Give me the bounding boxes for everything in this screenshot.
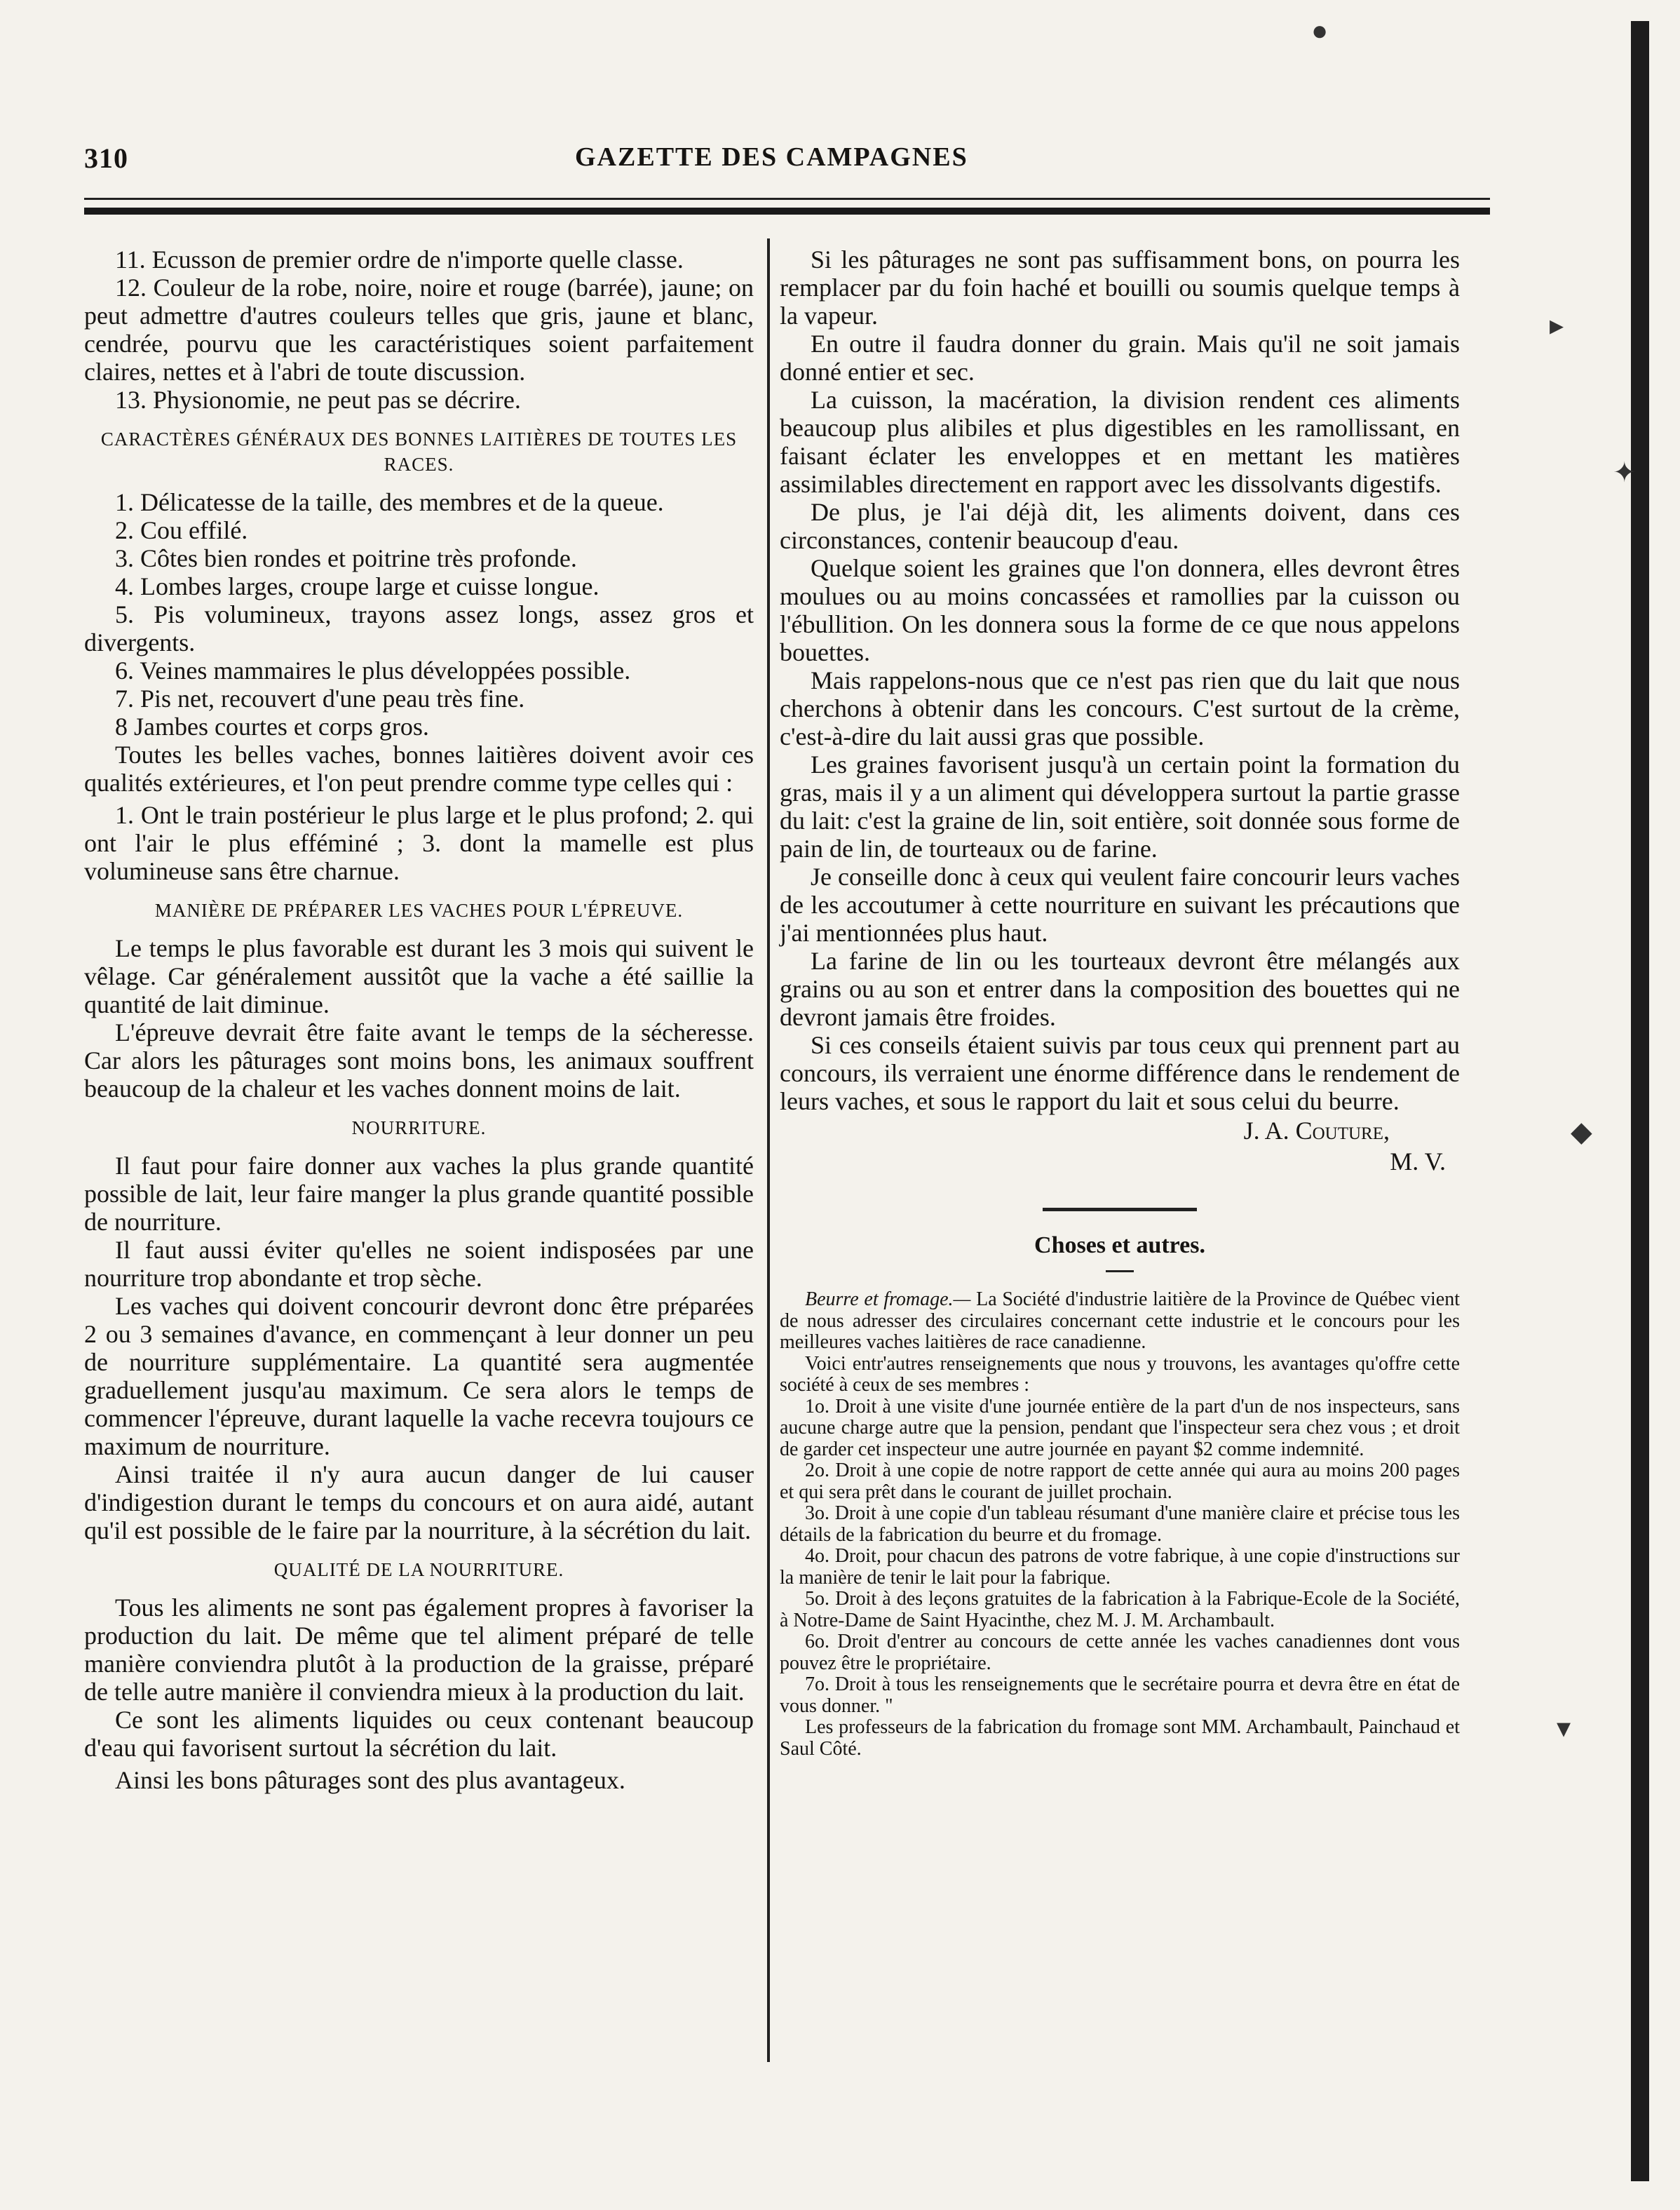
item-12: 12. Couleur de la robe, noire, noire et rouge (barrée), jaune; on peut admettre d'autres couleurs telles que gris, jaune et blanc, cendrée, pourvu que les caractéristiques soient parfaitement claires, nettes et à l'abri de toute discussion. [84, 274, 754, 386]
trait-item-7: 7. Pis net, recouvert d'une peau très fine. [115, 685, 525, 713]
paragraph-farine: La farine de lin ou les tourteaux devront être mélangés aux grains ou au son et entrer dans la composition des bouettes qui ne devront jamais être froides. [780, 947, 1460, 1031]
section-title-underline [1106, 1270, 1134, 1272]
news-beurre-fromage [780, 1289, 1460, 1354]
advantage-4: 4o. Droit, pour chacun des patrons de votre fabrique, à une copie d'instructions sur la manière de tenir le lait pour la fabrique. [780, 1545, 1460, 1589]
trait-item-1: 1. Délicatesse de la taille, des membres et de la queue. [115, 488, 664, 516]
paragraph-graines: Les graines favorisent jusqu'à un certain point la formation du gras, mais il y a un aliment qui développera surtout la partie grasse du lait: c'est la graine de lin, soit entière, soit donnée sous forme de pain de lin, de tourteaux ou de farine. [780, 750, 1460, 863]
paragraph-tous: Tous les aliments ne sont pas également propres à favoriser la production du lait. De même que tel aliment préparé de telle manière conviendra plutôt à la production de la graisse, préparé de telle autre manière il conviendra mieux à la production du lait. [84, 1594, 754, 1706]
paragraph-en-outre: En outre il faudra donner du grain. Mais qu'il ne soit jamais donné entier et sec. [780, 330, 1460, 386]
paragraph-faut-1: Il faut pour faire donner aux vaches la plus grande quantité possible de lait, leur faire manger la plus grande quantité possible de nourriture. [84, 1152, 754, 1236]
column-divider [767, 238, 770, 2062]
paragraph-belles-vaches: Toutes les belles vaches, bonnes laitières doivent avoir ces qualités extérieures, et l'on peut prendre comme type celles qui : [84, 741, 754, 797]
right-column [780, 245, 1460, 1760]
news-beurre-text: La Société d'industrie laitière de la Province de Québec vient de nous adresser des circulaires concernant cette industrie et le concours pour les meilleures vaches laitières de race canadienne. [780, 1288, 1460, 1353]
section-title-choses: Choses et autres. [1034, 1232, 1205, 1258]
trait-item-6: 6. Veines mammaires le plus développées possible. [115, 656, 631, 685]
paragraph-temps: Le temps le plus favorable est durant les 3 mois qui suivent le vêlage. Car généralement aussitôt que la vache a été saillie la quantité de lait diminue. [84, 934, 754, 1018]
trait-item-2: 2. Cou effilé. [115, 516, 248, 544]
paragraph-epreuve: L'épreuve devrait être faite avant le temps de la sécheresse. Car alors les pâturages sont moins bons, les animaux souffrent beaucoup de la chaleur et les vaches donnent moins de lait. [84, 1018, 754, 1103]
advantage-1: 1o. Droit à une visite d'une journée entière de la part d'un de nos inspecteurs, sans aucune charge autre que la pension, pendant que l'inspecteur sera chez vous ; et droit de garder cet inspecteur une autre journée en payant $2 comme indemnité. [780, 1395, 1460, 1460]
paragraph-cuisson: La cuisson, la macération, la division rendent ces aliments beaucoup plus alibiles et plus digestibles en les ramollissant, en faisant éclater les enveloppes et en mettant les matières assimilables directement en rapport avec les dissolvants digestifs. [780, 386, 1460, 498]
heading-general-traits: CARACTÈRES GÉNÉRAUX DES BONNES LAITIÈRES DE TOUTES LES RACES. [100, 429, 738, 475]
paragraph-quelque: Quelque soient les graines que l'on donnera, elles devront êtres moulues ou au moins concassées et ramollies par la cuisson ou l'ébullition. On les donnera sous la forme de ce que nous appelons bouettes. [780, 554, 1460, 666]
item-11: 11. Ecusson de premier ordre de n'importe quelle classe. [115, 245, 684, 274]
scan-speck: ◆ [1571, 1116, 1592, 1147]
scan-speck: ● [1311, 15, 1329, 46]
page-number: 310 [84, 142, 128, 174]
trait-item-8: 8 Jambes courtes et corps gros. [115, 713, 429, 741]
advantage-6: 6o. Droit d'entrer au concours de cette année les vaches canadiennes dont vous pouvez être le propriétaire. [780, 1631, 1460, 1674]
trait-item-4: 4. Lombes larges, croupe large et cuisse longue. [115, 572, 599, 600]
header-rule-thin [84, 198, 1490, 200]
advantage-5: 5o. Droit à des leçons gratuites de la fabrication à la Fabrique-Ecole de la Société, à Notre-Dame de Saint Hyacinthe, chez M. J. M. Archambault. [780, 1588, 1460, 1631]
news-professeurs: Les professeurs de la fabrication du fromage sont MM. Archambault, Painchaud et Saul Côté. [780, 1716, 1460, 1760]
paragraph-mais: Mais rappelons-nous que ce n'est pas rien que du lait que nous cherchons à obtenir dans les concours. C'est surtout de la crème, c'est-à-dire du lait aussi gras que possible. [780, 666, 1460, 750]
paragraph-faut-2: Il faut aussi éviter qu'elles ne soient indisposées par une nourriture trop abondante et trop sèche. [84, 1236, 754, 1292]
section-separator-rule [1043, 1208, 1197, 1211]
trait-item-3: 3. Côtes bien rondes et poitrine très profonde. [115, 544, 577, 572]
paragraph-bons-paturages: Ainsi les bons pâturages sont des plus avantageux. [115, 1766, 625, 1794]
scan-speck: ▸ [1550, 309, 1564, 341]
advantage-7: 7o. Droit à tous les renseignements que le secrétaire pourra et devra être en état de vous donner. " [780, 1673, 1460, 1717]
heading-nourriture: NOURRITURE. [351, 1117, 487, 1138]
trait-item-5: 5. Pis volumineux, trayons assez longs, assez gros et divergents. [84, 600, 754, 656]
left-column [84, 245, 754, 1794]
header-rule-thick [84, 208, 1490, 215]
paragraph-ainsi: Ainsi traitée il n'y aura aucun danger de lui causer d'indigestion durant le temps du concours et on aura aidé, autant qu'il est possible de le faire par la nourriture, à la sécrétion du lait. [84, 1460, 754, 1544]
author-title: M. V. [1390, 1147, 1446, 1175]
advantage-2: 2o. Droit à une copie de notre rapport de cette année qui aura au moins 200 pages et qui sera prêt dans le courant de juillet prochain. [780, 1460, 1460, 1503]
scan-speck: ✦ [1613, 457, 1637, 488]
item-13: 13. Physionomie, ne peut pas se décrire. [115, 386, 521, 414]
paragraph-conseils: Si ces conseils étaient suivis par tous ceux qui prennent part au concours, ils verraient une énorme différence dans le rendement de leurs vaches, et sous le rapport du lait et sous celui du beurre. [780, 1031, 1460, 1115]
heading-qualite: QUALITÉ DE LA NOURRITURE. [273, 1559, 564, 1580]
paragraph-train: 1. Ont le train postérieur le plus large et le plus profond; 2. qui ont l'air le plus efféminé ; 3. dont la mamelle est plus volumineuse sans être charnue. [84, 801, 754, 885]
scan-speck: ▾ [1557, 1712, 1571, 1744]
running-title: GAZETTE DES CAMPAGNES [575, 142, 968, 172]
paragraph-de-plus: De plus, je l'ai déjà dit, les aliments doivent, dans ces circonstances, contenir beaucoup d'eau. [780, 498, 1460, 554]
choses-et-autres-section [780, 1289, 1460, 1760]
author-signature: J. A. Couture, [1243, 1117, 1390, 1145]
heading-preparation: MANIÈRE DE PRÉPARER LES VACHES POUR L'ÉPREUVE. [154, 900, 684, 921]
news-voici: Voici entr'autres renseignements que nous y trouvons, les avantages qu'offre cette société à ceux de ses membres : [780, 1352, 1460, 1396]
paragraph-conseille: Je conseille donc à ceux qui veulent faire concourir leurs vaches de les accoutumer à cette nourriture en suivant les précautions que j'ai mentionnées plus haut. [780, 863, 1460, 947]
page-edge-shadow [1631, 21, 1649, 2181]
paragraph-ce-sont: Ce sont les aliments liquides ou ceux contenant beaucoup d'eau qui favorisent surtout la sécrétion du lait. [84, 1706, 754, 1762]
paragraph-vaches: Les vaches qui doivent concourir devront donc être préparées 2 ou 3 semaines d'avance, en commençant à leur donner un peu de nourriture supplémentaire. La quantité sera augmentée graduellement jusqu'au maximum. Ce sera alors le temps de commencer l'épreuve, durant laquelle la vache recevra toujours ce maximum de nourriture. [84, 1292, 754, 1460]
news-beurre-lead: Beurre et fromage.— [805, 1288, 971, 1310]
advantage-3: 3o. Droit à une copie d'un tableau résumant d'une manière claire et précise tous les détails de la fabrication du beurre et du fromage. [780, 1502, 1460, 1546]
paragraph-si-paturages: Si les pâturages ne sont pas suffisamment bons, on pourra les remplacer par du foin haché et bouilli ou soumis quelque temps à la vapeur. [780, 245, 1460, 330]
